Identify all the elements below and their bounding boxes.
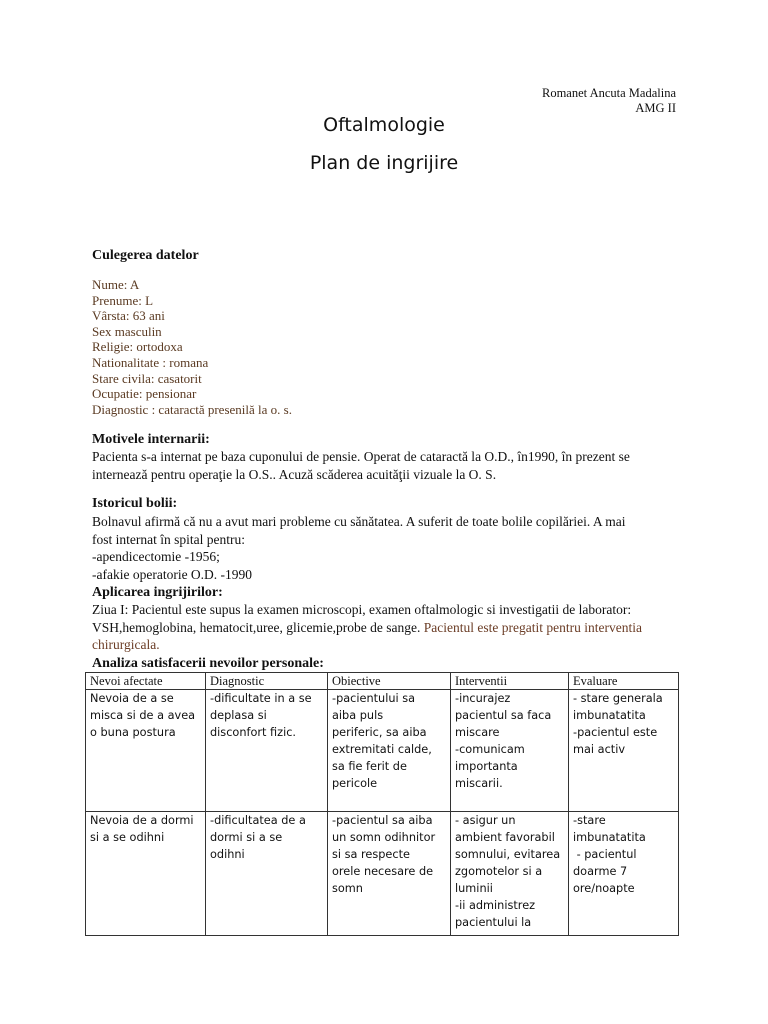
cell-line: orele necesare de [332, 865, 434, 878]
cell-line: -comunicam [455, 743, 525, 756]
table-cell [206, 812, 328, 936]
cell-line: pacientul sa faca [455, 709, 552, 722]
table-header-row [86, 673, 679, 690]
cell-line: si a se odihni [90, 831, 165, 844]
history-line: fost internat în spital pentru: [92, 531, 245, 547]
cell-line: dormi si a se [210, 831, 283, 844]
cell-line: un somn odihnitor [332, 831, 436, 844]
history-heading: Istoricul bolii: [92, 496, 178, 511]
cell-line: sa fie ferit de [332, 760, 407, 773]
cell-line: Nevoia de a dormi [90, 814, 194, 827]
table-cell [451, 812, 569, 936]
cell-line: -pacientului sa [332, 692, 416, 705]
cell-line: pacientului la [455, 916, 532, 929]
cell-line: -ii administrez [455, 899, 536, 912]
cell-line: pericole [332, 777, 378, 790]
care-line [92, 619, 682, 637]
care-text [92, 601, 682, 654]
cell-line: periferic, sa aiba [332, 726, 427, 739]
cell-line: ambient favorabil [455, 831, 555, 844]
patient-field: Sex masculin [92, 323, 162, 339]
cell-line: - pacientul [573, 848, 637, 861]
table-cell [328, 812, 451, 936]
column-header: Obiective [328, 673, 451, 690]
document-title: Oftalmologie [323, 114, 445, 136]
cell-line: somnului, evitarea [455, 848, 561, 861]
admission-line: internează pentru operaţie la O.S.. Acuză scăderea acuităţii vizuale la O. S. [92, 466, 497, 482]
patient-field: Diagnostic : cataractă presenilă la o. s. [92, 401, 292, 417]
patient-field: Ocupatie: pensionar [92, 386, 197, 402]
table-cell [569, 690, 679, 812]
patient-field: Prenume: L [92, 292, 154, 308]
author-name: Romanet Ancuta Madalina [542, 86, 676, 100]
data-collection-heading: Culegerea datelor [92, 248, 199, 263]
cell-line: luminii [455, 882, 493, 895]
cell-line: -dificultate in a se [210, 692, 312, 705]
cell-line: somn [332, 882, 363, 895]
cell-line: importanta [455, 760, 518, 773]
history-line: Bolnavul afirmă că nu a avut mari probleme cu sănătatea. A suferit de toate bolile copilăriei. A mai [92, 514, 626, 529]
table-row [86, 812, 679, 936]
document-subtitle: Plan de ingrijire [309, 152, 459, 174]
admission-line: Pacienta s-a internat pe baza cuponului de pensie. Operat de cataractă la O.D., în1990, în prezent se [92, 449, 630, 464]
cell-line: ore/noapte [573, 882, 635, 895]
care-line: Ziua I: Pacientul este supus la examen microscopi, examen oftalmologic si investigatii de laborator: [92, 602, 632, 617]
cell-line: zgomotelor si a [455, 865, 543, 878]
cell-line: miscare [455, 726, 500, 739]
admission-text [92, 448, 682, 483]
patient-field: Stare civila: casatorit [92, 370, 202, 386]
patient-field: Religie: ortodoxa [92, 339, 183, 355]
care-line-prep: Pacientul este pregatit pentru interventia [423, 619, 642, 635]
patient-details [92, 277, 292, 417]
table-cell [86, 812, 206, 936]
cell-line: -dificultatea de a [210, 814, 306, 827]
cell-line: -stare [573, 814, 606, 827]
cell-line: si sa respecte [332, 848, 410, 861]
table-cell [569, 812, 679, 936]
table-cell [451, 690, 569, 812]
table-cell [86, 690, 206, 812]
cell-line: doarme 7 [573, 865, 628, 878]
cell-line: imbunatatita [573, 831, 646, 844]
cell-line: Nevoia de a se [90, 692, 174, 705]
table-row [86, 690, 679, 812]
cell-line: -pacientul sa aiba [332, 814, 433, 827]
cell-line: o buna postura [90, 726, 176, 739]
patient-field: Vârsta: 63 ani [92, 308, 165, 324]
cell-line: aiba puls [332, 709, 384, 722]
author-block [542, 86, 676, 116]
column-header: Diagnostic [206, 673, 328, 690]
admission-heading: Motivele internarii: [92, 432, 210, 447]
cell-line: -incurajez [455, 692, 511, 705]
history-line: -apendicectomie -1956; [92, 549, 220, 564]
cell-line: deplasa si [210, 709, 267, 722]
care-heading: Aplicarea ingrijirilor: [92, 585, 223, 600]
cell-line: imbunatatita [573, 709, 646, 722]
needs-heading: Analiza satisfacerii nevoilor personale: [92, 656, 324, 671]
care-line-lab: VSH,hemoglobina, hematocit,uree, glicemie,probe de sange. [92, 619, 424, 635]
patient-field: Nationalitate : romana [92, 354, 209, 370]
table-cell [206, 690, 328, 812]
cell-line: misca si de a avea [90, 709, 196, 722]
cell-line: odihni [210, 848, 245, 861]
history-text [92, 513, 682, 583]
cell-line: - stare generala [573, 692, 663, 705]
needs-table [85, 672, 679, 936]
cell-line: disconfort fizic. [210, 726, 297, 739]
cell-line: mai activ [573, 743, 626, 756]
cell-line: -pacientul este [573, 726, 658, 739]
table-cell [328, 690, 451, 812]
history-line: -afakie operatorie O.D. -1990 [92, 566, 253, 582]
care-line: chirurgicala. [92, 637, 160, 652]
column-header: Evaluare [569, 673, 679, 690]
cell-line: extremitati calde, [332, 743, 432, 756]
patient-field: Nume: A [92, 277, 140, 292]
column-header: Nevoi afectate [86, 673, 206, 690]
column-header: Interventii [451, 673, 569, 690]
author-group: AMG II [635, 101, 676, 115]
cell-line: - asigur un [455, 814, 516, 827]
cell-line: miscarii. [455, 777, 503, 790]
